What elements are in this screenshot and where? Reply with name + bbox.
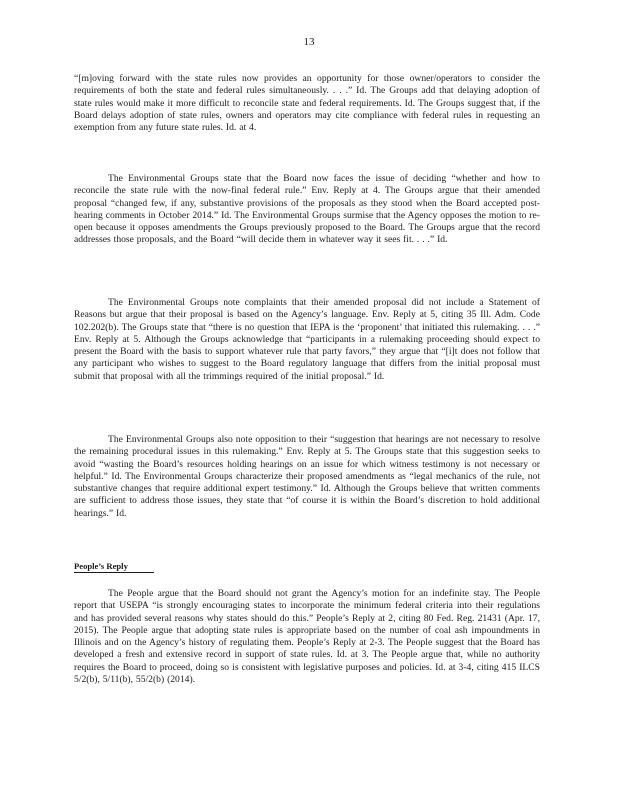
paragraph-peoples-reply: The People argue that the Board should not grant the Agency’s motion for an indefinite stay. The People report that USEPA “is strongly encouraging states to incorporate the minimum federal criteria into their regulations and has provided several reasons why states should do this.” People’s Reply at 2, citing 80 Fed. Reg. 21431 (Apr. 17, 2015). The People argue that adopting state rules is appropriate based on the number of coal ash impoundments in Illinois and on the Agency’s history of regulating them. People’s Reply at 2-3. The People suggest that the Board has developed a fresh and extensive record in support of state rules. Id. at 3. The People argue that, while no authority requires the Board to proceed, doing so is consistent with legislative purposes and policies. Id. at 3-4, citing 415 ILCS 5/2(b), 5/11(b), 55/2(b) (2014). xyxy=(74,588,540,686)
paragraph-groups-reconcile: The Environmental Groups state that the Board now faces the issue of deciding “whether and how to reconcile the state rule with the now-final federal rule.” Env. Reply at 4. The Groups argue that their amended proposal “changed few, if any, substantive provisions of the proposals as they stood when the Board accepted post-hearing comments in October 2014.” Id. The Environmental Groups surmise that the Agency opposes the motion to re-open because it opposes amendments the Groups previously proposed to the Board. The Groups argue that the record addresses those proposals, and the Board “will decide them in whatever way it sees fit. . . .” Id. xyxy=(74,173,540,246)
paragraph-groups-continuation: “[m]oving forward with the state rules now provides an opportunity for those owner/operators to consider the requirements of both the state and federal rules simultaneously. . . .” Id. The Groups add that delaying adoption of state rules would make it more difficult to reconcile state and federal requirements. Id. The Groups suggest that, if the Board delays adoption of state rules, owners and operators may cite compliance with federal rules in requesting an exemption from any future state rules. Id. at 4. xyxy=(74,73,540,134)
paragraph-groups-statement-of-reasons: The Environmental Groups note complaints that their amended proposal did not include a Statement of Reasons but argue that their proposal is based on the Agency’s language. Env. Reply at 5, citing 35 Ill. Adm. Code 102.202(b). The Groups state that “there is no question that IEPA is the ‘proponent’ that initiated this rulemaking. . . .” Env. Reply at 5. Although the Groups acknowledge that “participants in a rulemaking proceeding should expect to present the Board with the basis to support whatever rule that party favors,” they argue that “[i]t does not follow that any participant who wishes to suggest to the Board regulatory language that differs from the initial proposal must submit that proposal with all the trimmings required of the initial proposal.” Id. xyxy=(74,297,540,382)
paragraph-groups-hearings: The Environmental Groups also note opposition to their “suggestion that hearings are not necessary to resolve the remaining procedural issues in this rulemaking.” Env. Reply at 5. The Groups state that this suggestion seeks to avoid “wasting the Board’s resources holding hearings on an issue for which witness testimony is not necessary or helpful.” Id. The Environmental Groups characterize their proposed amendments as “legal mechanics of the rule, not substantive changes that require additional expert testimony.” Id. Although the Groups believe that written comments are sufficient to address those issues, they state that “of course it is within the Board’s discretion to hold additional hearings.” Id. xyxy=(74,434,540,519)
section-heading-peoples-reply: People’s Reply xyxy=(74,561,154,573)
page-number: 13 xyxy=(303,36,315,48)
